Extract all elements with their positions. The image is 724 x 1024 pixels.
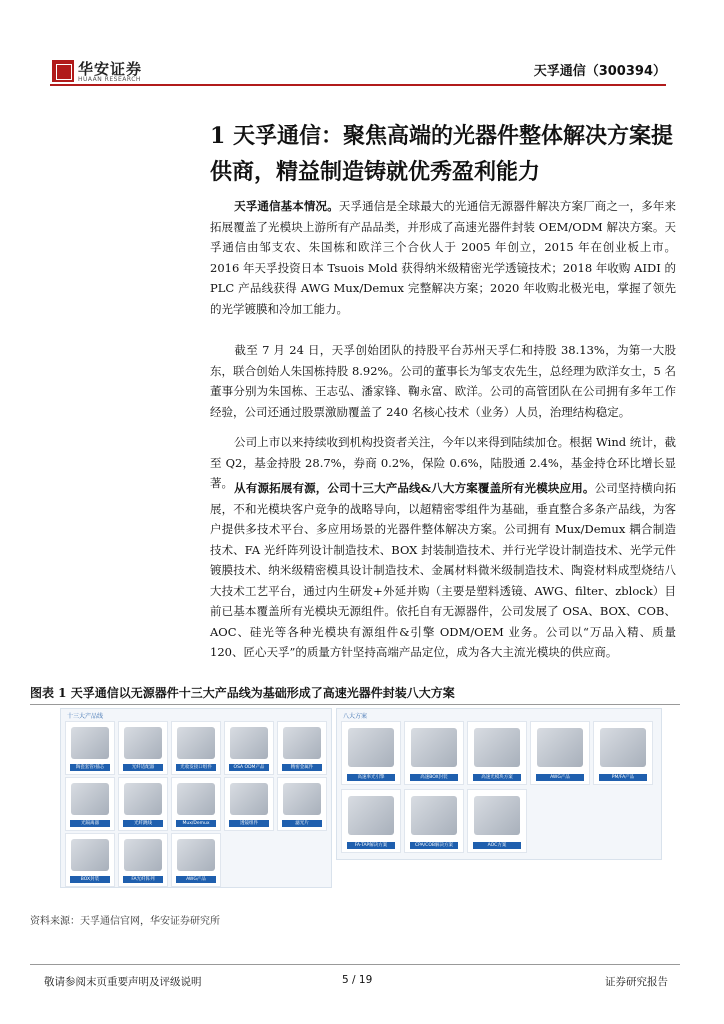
left-product-image (71, 783, 109, 815)
paragraph-lead: 天孚通信基本情况。 (234, 199, 339, 213)
left-product-image (71, 839, 109, 871)
left-product-image (124, 727, 162, 759)
logo-icon (52, 60, 74, 82)
left-tile (118, 777, 168, 831)
paragraph-text: 公司坚持横向拓展，不和光模块客户竞争的战略导向，以超精密零组件为基础，垂直整合多条产品线，为客户提供多技术平台、多应用场景的光器件整体解决方案。公司拥有 Mux/Demux 耦合制造技术、FA 光纤阵列设计制造技术、BOX 封装制造技术、并行光学设计制造技术、光学元件镀膜技术、纳米级精密模具设计制造技术、金属材料微米级制造技术、陶瓷材料成型烧结八大技术工艺平台，通过内生研发+外延并购（主要是塑料透镜、AWG、filter、zblock）目前已基本覆盖所有光模块无源组件。依托自有无源器件，公司发展了 OSA、BOX、COB、AOC、硅光等各种光模块有源组件&引擎 ODM/OEM 业务。公司以“万品入精、质量 120、匠心天孚”的质量方针坚持高端产品定位，成为各大主流光模块的供应商。 (210, 481, 676, 659)
left-caption: BOX封装 (70, 876, 110, 883)
left-caption: 滤光片 (282, 820, 322, 827)
left-caption: 透镜组件 (229, 820, 269, 827)
right-caption: 高速光模块方案 (473, 774, 522, 781)
right-tile (467, 789, 527, 853)
right-tile (404, 789, 464, 853)
paragraph-text: 天孚通信是全球最大的光通信无源器件解决方案厂商之一，多年来拓展覆盖了光模块上游所有产品品类，并形成了高速光器件封装 OEM/ODM 解决方案。天孚通信由邹支农、朱国栋和欧洋三个合伙人于 2005 年创立，2015 年在创业板上市。2016 年天孚投资日本 Tsuois Mold 获得纳米级精密光学透镜技术；2018 年收购 AIDI 的 PLC 产品线获得 AWG Mux/Demux 完整解决方案；2020 年收购北极光电，掌握了领先的光学镀膜和冷加工能力。 (210, 199, 677, 316)
left-tile (118, 721, 168, 775)
footer-report-type: 证券研究报告 (605, 976, 668, 988)
right-product-image (411, 796, 457, 834)
right-tile (404, 721, 464, 785)
left-product-image (230, 783, 268, 815)
paragraph-lead: 从有源拓展有源，公司十三大产品线&八大方案覆盖所有光模块应用。 (234, 481, 595, 495)
left-tile (277, 777, 327, 831)
paragraph-text: 截至 7 月 24 日，天孚创始团队的持股平台苏州天孚仁和持股 38.13%，为第一大股东，联合创始人朱国栋持股 8.92%。公司的董事长为邹支农先生，总经理为欧洋女士，5 名董事分别为朱国栋、王志弘、潘家锋、鞠永富、欧洋。公司的高管团队在公司拥有多年工作经验，公司还通过股票激励覆盖了 240 名核心技术（业务）人员，治理结构稳定。 (210, 343, 676, 419)
left-product-image (283, 727, 321, 759)
page-number: 5 / 19 (342, 974, 373, 986)
header-rule (50, 84, 666, 86)
left-tile (224, 777, 274, 831)
right-product-image (411, 728, 457, 766)
right-caption: AWG产品 (536, 774, 585, 781)
left-caption: FA光纤阵列 (123, 876, 163, 883)
left-product-image (124, 839, 162, 871)
left-product-image (283, 783, 321, 815)
figure-rule (30, 704, 680, 705)
left-panel-title: 十三大产品线 (67, 713, 104, 720)
left-caption: 陶瓷套管/插芯 (70, 764, 110, 771)
right-product-image (348, 728, 394, 766)
left-caption: 光纤跳线 (123, 820, 163, 827)
source-note: 资料来源：天孚通信官网，华安证券研究所 (30, 916, 220, 927)
right-panel (336, 708, 662, 860)
left-tile (171, 777, 221, 831)
right-product-image (537, 728, 583, 766)
left-caption: Mux/Demux (176, 820, 216, 827)
right-caption: PM/FA产品 (599, 774, 648, 781)
left-tile (171, 833, 221, 887)
left-caption: 精密金属件 (282, 764, 322, 771)
left-tile (277, 721, 327, 775)
right-tile (341, 789, 401, 853)
right-product-image (474, 728, 520, 766)
paragraph-product-lines (210, 478, 676, 663)
right-tile (341, 721, 401, 785)
right-caption: AOC方案 (473, 842, 522, 849)
right-tile (530, 721, 590, 785)
left-tile (65, 777, 115, 831)
left-caption: 光纤适配器 (123, 764, 163, 771)
left-caption: 光收发接口组件 (176, 764, 216, 771)
right-panel-title: 八大方案 (343, 713, 368, 720)
left-tile (65, 833, 115, 887)
left-tile (171, 721, 221, 775)
figure-image (60, 708, 660, 888)
figure-title: 图表 1 天孚通信以无源器件十三大产品线为基础形成了高速光器件封装八大方案 (30, 686, 455, 700)
left-panel (60, 708, 332, 888)
right-caption: 高速BOX封装 (410, 774, 459, 781)
left-product-image (177, 727, 215, 759)
left-product-image (71, 727, 109, 759)
company-ticker: 天孚通信（300394） (533, 64, 666, 79)
left-tile (118, 833, 168, 887)
logo-sub: HUAAN RESEARCH (78, 76, 141, 83)
left-caption: 光隔离器 (70, 820, 110, 827)
section-title: 1 天孚通信：聚焦高端的光器件整体解决方案提供商，精益制造铸就优秀盈利能力 (210, 123, 673, 185)
right-product-image (600, 728, 646, 766)
left-product-image (177, 839, 215, 871)
right-caption: 高速率光引擎 (347, 774, 396, 781)
left-tile (65, 721, 115, 775)
footer-rule (30, 964, 680, 965)
paragraph-text: 公司上市以来持续收到机构投资者关注，今年以来得到陆续加仓。根据 Wind 统计，截至 Q2，基金持股 28.7%，券商 0.2%，保险 0.6%，陆股通 2.4%，基金持仓环比增长显著。 (210, 435, 676, 490)
right-product-image (474, 796, 520, 834)
left-caption: OSA ODM产品 (229, 764, 269, 771)
footer-disclaimer: 敬请参阅末页重要声明及评级说明 (44, 976, 202, 988)
right-tile (467, 721, 527, 785)
right-product-image (348, 796, 394, 834)
logo-name: 华安证券 (78, 60, 143, 78)
left-product-image (177, 783, 215, 815)
right-tile (593, 721, 653, 785)
left-product-image (230, 727, 268, 759)
paragraph-basic-info (210, 196, 676, 319)
paragraph-shareholders (210, 340, 676, 422)
left-product-image (124, 783, 162, 815)
left-tile (224, 721, 274, 775)
left-caption: AWG产品 (176, 876, 216, 883)
right-caption: FA-TAP解决方案 (347, 842, 396, 849)
right-caption: CPA/COB解决方案 (410, 842, 459, 849)
